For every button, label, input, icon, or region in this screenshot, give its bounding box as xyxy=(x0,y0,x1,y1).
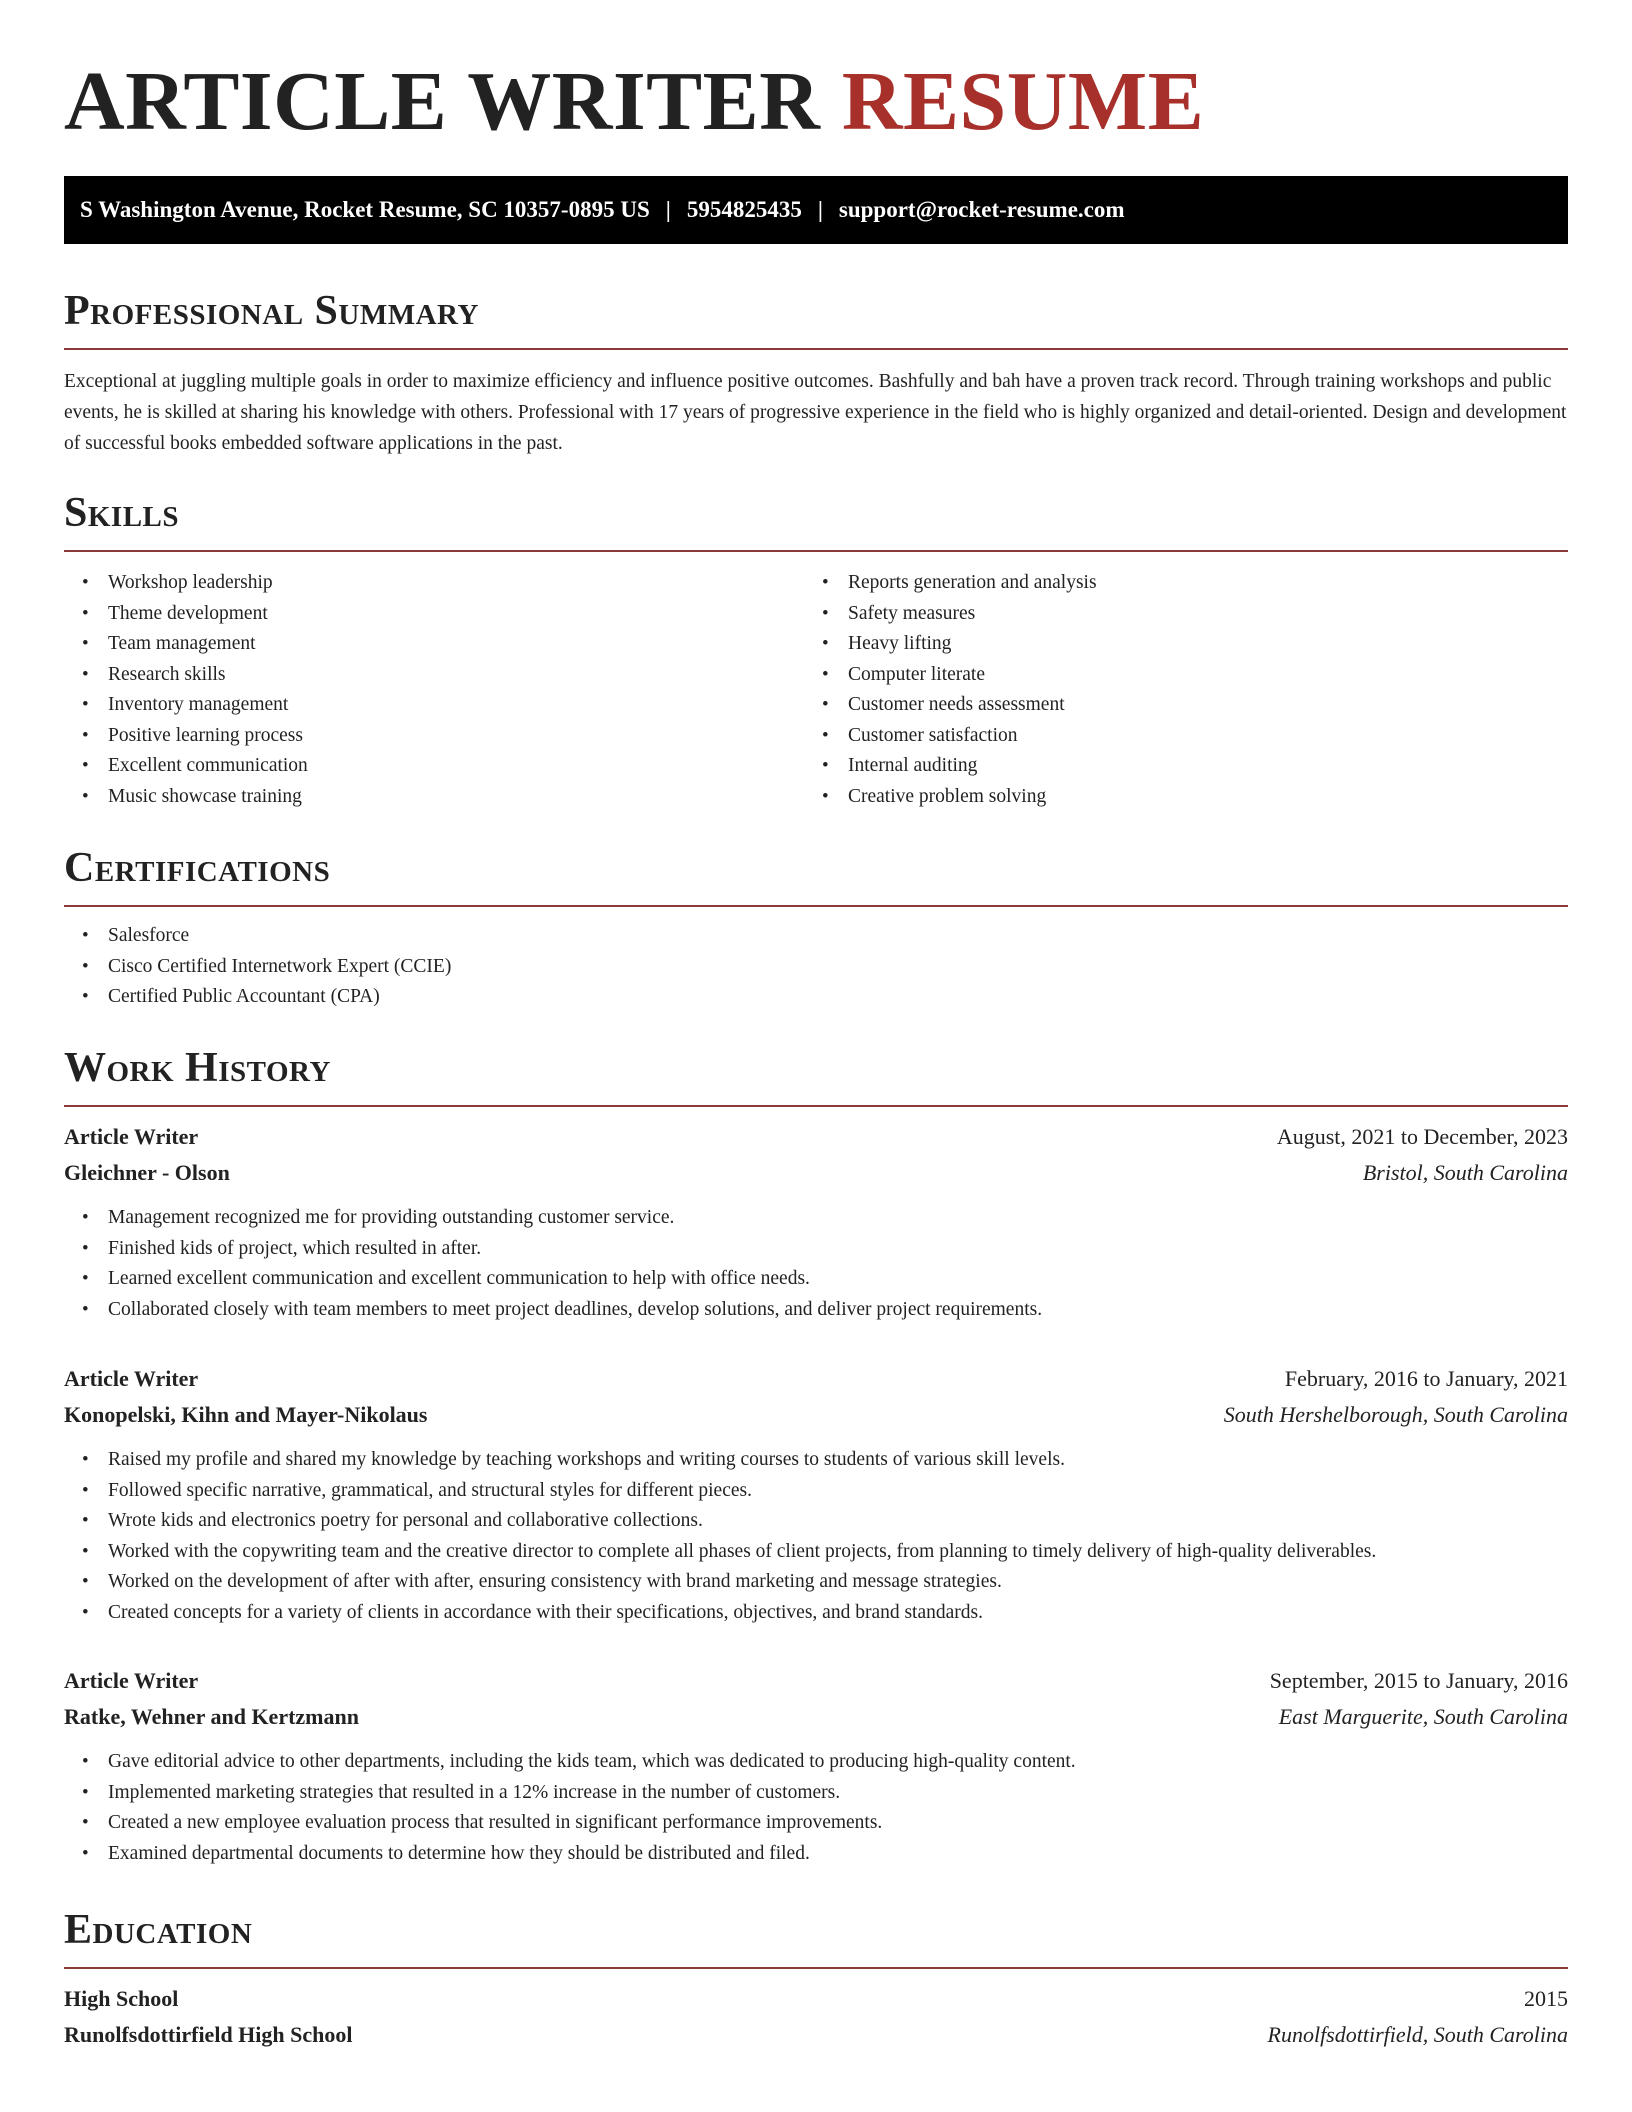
skills-heading: Skills xyxy=(64,490,180,536)
section-divider xyxy=(64,550,1568,552)
contact-separator: | xyxy=(817,197,823,222)
job-title: Article Writer xyxy=(64,1124,199,1149)
section-divider xyxy=(64,905,1568,907)
job-bullet: • Raised my profile and shared my knowledge by teaching workshops and writing courses to students of various skill levels. xyxy=(64,1445,1568,1476)
job-header-row xyxy=(64,1663,1568,1699)
contact-bar xyxy=(64,176,1568,244)
job-header-row xyxy=(64,1361,1568,1397)
skill-item: • Heavy lifting xyxy=(804,629,1544,660)
job-bullets xyxy=(64,1203,1568,1325)
job-company-row xyxy=(64,1699,1568,1735)
skill-item: • Reports generation and analysis xyxy=(804,568,1544,599)
section-divider xyxy=(64,1967,1568,1969)
education-year: 2015 xyxy=(1524,1986,1568,2011)
skill-item: • Customer satisfaction xyxy=(804,721,1544,752)
summary-section xyxy=(64,286,1568,459)
job-bullet: • Followed specific narrative, grammatical, and structural styles for different pieces. xyxy=(64,1476,1568,1507)
section-divider xyxy=(64,1105,1568,1107)
education-section xyxy=(64,1905,1568,2053)
skill-item: • Research skills xyxy=(64,660,804,691)
job-entry xyxy=(64,1663,1568,1869)
job-entry xyxy=(64,1119,1568,1325)
certification-item: • Certified Public Accountant (CPA) xyxy=(64,982,1568,1013)
job-location: South Hershelborough, South Carolina xyxy=(1223,1402,1568,1427)
certifications-list xyxy=(64,921,1568,1013)
contact-address: S Washington Avenue, Rocket Resume, SC 10357-0895 US xyxy=(80,197,650,222)
skill-item: • Creative problem solving xyxy=(804,782,1544,813)
job-company-row xyxy=(64,1397,1568,1433)
job-dates: August, 2021 to December, 2023 xyxy=(1276,1124,1568,1149)
skills-list-right xyxy=(804,568,1544,812)
certification-item: • Salesforce xyxy=(64,921,1568,952)
skill-item: • Workshop leadership xyxy=(64,568,804,599)
skill-item: • Positive learning process xyxy=(64,721,804,752)
skills-section xyxy=(64,488,1568,812)
resume-title xyxy=(64,52,1204,153)
job-bullet: • Management recognized me for providing outstanding customer service. xyxy=(64,1203,1568,1234)
job-company: Gleichner - Olson xyxy=(64,1160,230,1185)
job-company: Konopelski, Kihn and Mayer-Nikolaus xyxy=(64,1402,428,1427)
education-entry xyxy=(64,1981,1568,2053)
education-location: Runolfsdottirfield, South Carolina xyxy=(1267,2022,1568,2047)
skill-item: • Team management xyxy=(64,629,804,660)
job-dates: February, 2016 to January, 2021 xyxy=(1284,1366,1568,1391)
education-header-row xyxy=(64,1981,1568,2017)
education-school: Runolfsdottirfield High School xyxy=(64,2022,353,2047)
section-divider xyxy=(64,348,1568,350)
skill-item: • Excellent communication xyxy=(64,751,804,782)
job-bullet: • Gave editorial advice to other departments, including the kids team, which was dedicated to producing high-quality content. xyxy=(64,1747,1568,1778)
job-bullet: • Wrote kids and electronics poetry for personal and collaborative collections. xyxy=(64,1506,1568,1537)
job-entry xyxy=(64,1361,1568,1628)
job-bullet: • Examined departmental documents to determine how they should be distributed and filed. xyxy=(64,1839,1568,1870)
job-bullets xyxy=(64,1747,1568,1869)
skill-item: • Music showcase training xyxy=(64,782,804,813)
job-bullet: • Worked on the development of after with after, ensuring consistency with brand marketing and message strategies. xyxy=(64,1567,1568,1598)
certifications-section xyxy=(64,843,1568,1013)
job-bullets xyxy=(64,1445,1568,1628)
title-accent: RESUME xyxy=(841,55,1205,148)
contact-phone: 5954825435 xyxy=(686,197,802,222)
job-company-row xyxy=(64,1155,1568,1191)
job-bullet: • Implemented marketing strategies that resulted in a 12% increase in the number of customers. xyxy=(64,1778,1568,1809)
skill-item: • Theme development xyxy=(64,599,804,630)
job-bullet: • Created concepts for a variety of clients in accordance with their specifications, objectives, and brand standards. xyxy=(64,1598,1568,1629)
skill-item: • Customer needs assessment xyxy=(804,690,1544,721)
job-bullet: • Learned excellent communication and excellent communication to help with office needs. xyxy=(64,1264,1568,1295)
work-history-section xyxy=(64,1043,1568,1107)
skills-list-left xyxy=(64,568,804,812)
skill-item: • Inventory management xyxy=(64,690,804,721)
summary-text: Exceptional at juggling multiple goals in order to maximize efficiency and influence positive outcomes. Bashfully and bah have a proven track record. Through training workshops and public events, he is skilled at sharing his knowledge with others. Professional with 17 years of progressive experience in the field who is highly organized and detail-oriented. Design and development of successful books embedded software applications in the past. xyxy=(64,371,1567,454)
education-degree: High School xyxy=(64,1986,179,2011)
skills-columns xyxy=(64,568,1568,812)
title-main: ARTICLE WRITER xyxy=(64,55,821,148)
education-school-row xyxy=(64,2017,1568,2053)
contact-separator: | xyxy=(665,197,671,222)
job-location: Bristol, South Carolina xyxy=(1362,1160,1568,1185)
skill-item: • Safety measures xyxy=(804,599,1544,630)
job-header-row xyxy=(64,1119,1568,1155)
certification-item: • Cisco Certified Internetwork Expert (CCIE) xyxy=(64,952,1568,983)
job-location: East Marguerite, South Carolina xyxy=(1278,1704,1568,1729)
job-bullet: • Collaborated closely with team members to meet project deadlines, develop solutions, and deliver project requirements. xyxy=(64,1295,1568,1326)
job-bullet: • Finished kids of project, which resulted in after. xyxy=(64,1234,1568,1265)
education-heading: Education xyxy=(64,1907,253,1953)
job-bullet: • Worked with the copywriting team and the creative director to complete all phases of client projects, from planning to timely delivery of high-quality deliverables. xyxy=(64,1537,1568,1568)
summary-heading: Professional Summary xyxy=(64,288,479,334)
skill-item: • Internal auditing xyxy=(804,751,1544,782)
job-title: Article Writer xyxy=(64,1668,199,1693)
job-company: Ratke, Wehner and Kertzmann xyxy=(64,1704,359,1729)
contact-email: support@rocket-resume.com xyxy=(838,197,1125,222)
job-bullet: • Created a new employee evaluation process that resulted in significant performance improvements. xyxy=(64,1808,1568,1839)
certifications-heading: Certifications xyxy=(64,845,331,891)
skill-item: • Computer literate xyxy=(804,660,1544,691)
job-title: Article Writer xyxy=(64,1366,199,1391)
work-history-heading: Work History xyxy=(64,1045,331,1091)
job-dates: September, 2015 to January, 2016 xyxy=(1269,1668,1568,1693)
